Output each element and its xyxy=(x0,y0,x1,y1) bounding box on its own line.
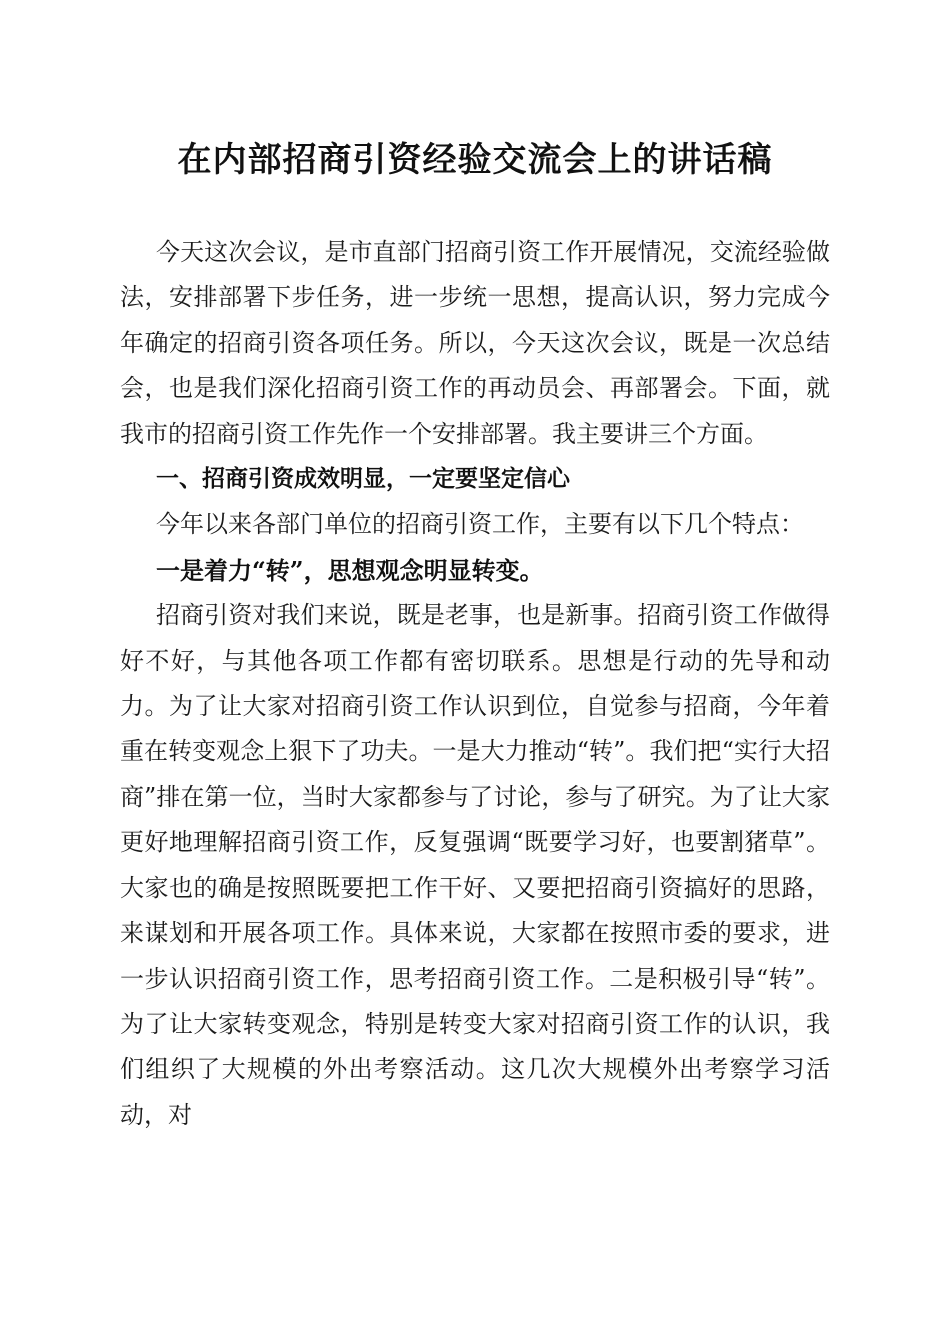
section-heading-1: 一、招商引资成效明显，一定要坚定信心 xyxy=(156,466,570,493)
section-intro-paragraph: 今年以来各部门单位的招商引资工作，主要有以下几个特点： xyxy=(156,510,804,539)
point-body-paragraph: 招商引资对我们来说，既是老事，也是新事。招商引资工作做得好不好，与其他各项工作都有密切联系。思想是行动的先导和动力。为了让大家对招商引资工作认识到位，自觉参与招商，今年着重在转变观念上狠下了功夫。一是大力推动“转”。我们把“实行大招商”排在第一位，当时大家都参与了讨论，参与了研究。为了让大家更好地理解招商引资工作，反复强调“既要学习好，也要割猪草”。大家也的确是按照既要把工作干好、又要把招商引资搞好的思路，来谋划和开展各项工作。具体来说，大家都在按照市委的要求，进一步认识招商引资工作，思考招商引资工作。二是积极引导“转”。为了让大家转变观念，特别是转变大家对招商引资工作的认识，我们组织了大规模的外出考察活动。这几次大规模外出考察学习活动，对 xyxy=(120,601,830,1129)
document-title: 在内部招商引资经验交流会上的讲话稿 xyxy=(177,140,773,180)
document-body xyxy=(120,230,830,1138)
intro-paragraph: 今天这次会议，是市直部门招商引资工作开展情况，交流经验做法，安排部署下步任务，进一步统一思想，提高认识，努力完成今年确定的招商引资各项任务。所以，今天这次会议，既是一次总结会，也是我们深化招商引资工作的再动员会、再部署会。下面，就我市的招商引资工作先作一个安排部署。我主要讲三个方面。 xyxy=(120,238,830,448)
point-heading-1: 一是着力“转”，思想观念明显转变。 xyxy=(156,555,544,585)
